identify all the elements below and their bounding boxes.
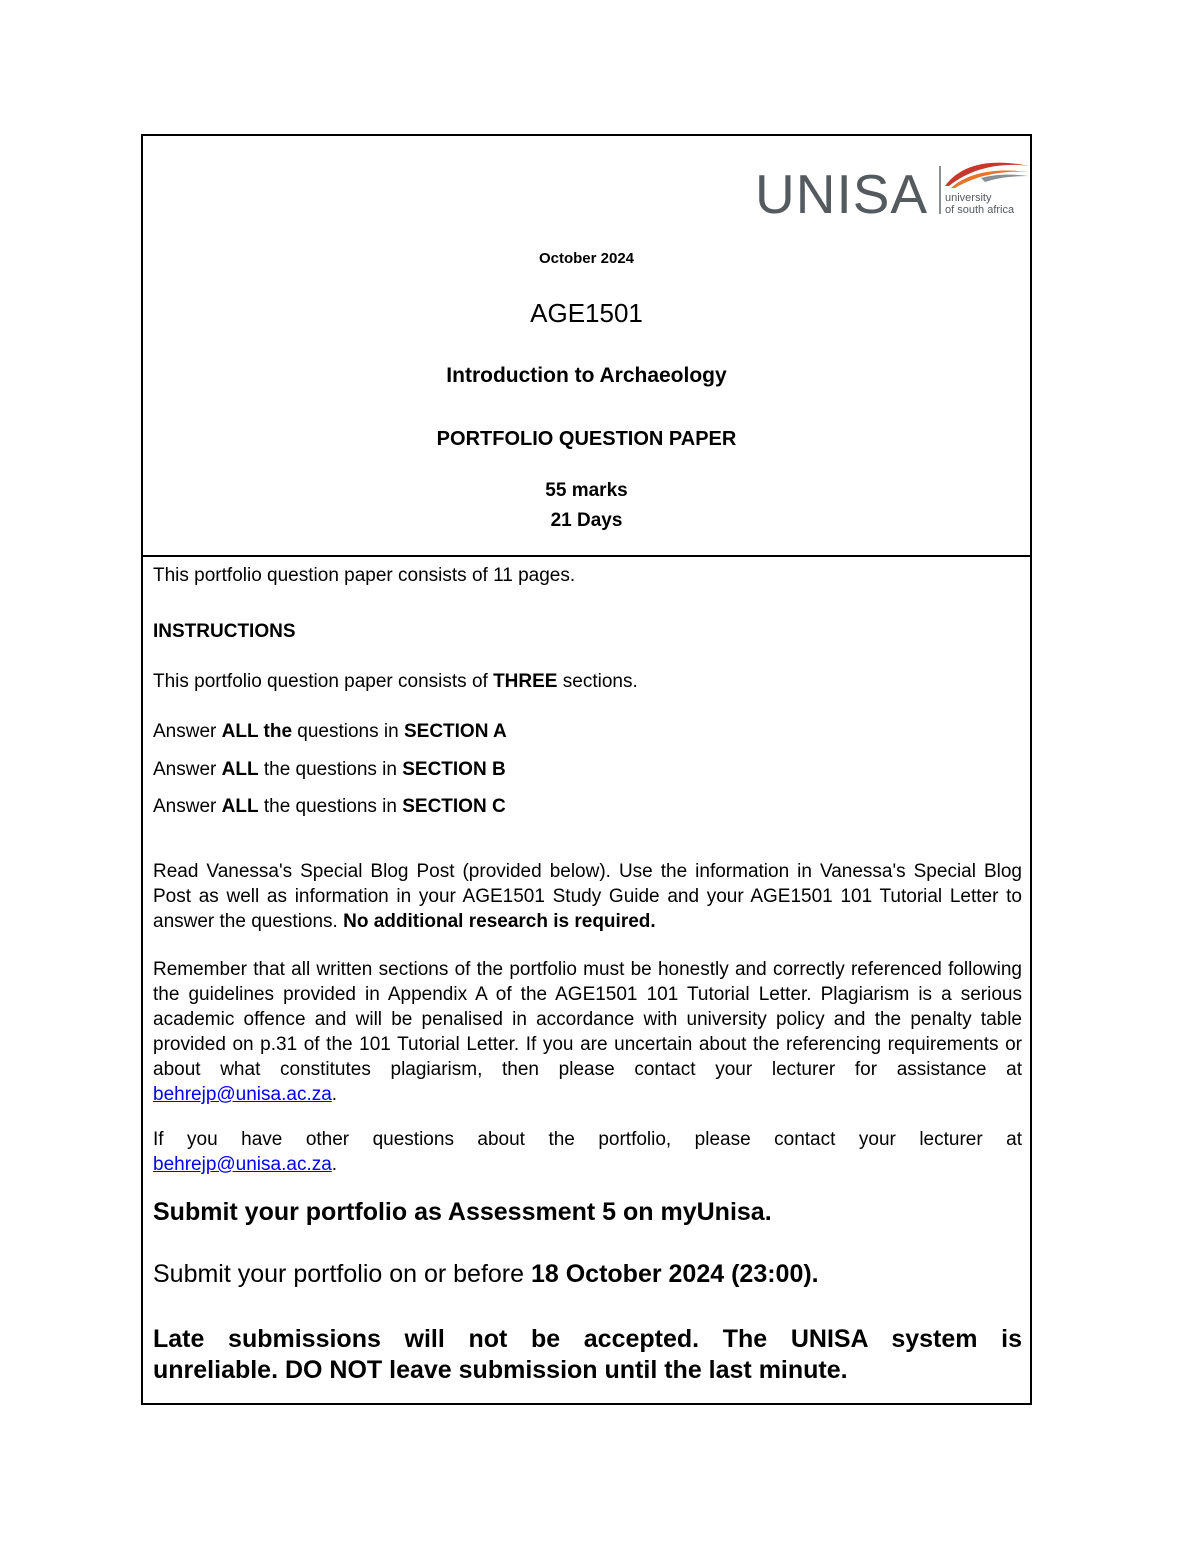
answer-text: Answer [153, 759, 222, 780]
exam-date: October 2024 [538, 250, 635, 267]
other-questions-line: If you have other questions about the portfolio, please contact your lecturer at [153, 1129, 1022, 1150]
deadline-note [153, 1259, 1022, 1289]
plagiarism-note [153, 957, 1022, 1107]
module-code: AGE1501 [530, 298, 643, 328]
cover-frame [141, 134, 1032, 1405]
lecturer-email-link[interactable]: behrejp@unisa.ac.za [153, 1084, 332, 1105]
answer-text: Answer [153, 721, 222, 742]
section-label: SECTION A [403, 721, 507, 742]
paper-title: PORTFOLIO QUESTION PAPER [436, 428, 737, 450]
pages-note: This portfolio question paper consists of 11 pages. [153, 565, 576, 586]
answer-emphasis: ALL the [221, 721, 293, 742]
cover-header [143, 136, 1030, 557]
sections-note [153, 669, 1022, 694]
late-warning-line1: Late submissions will not be accepted. The UNISA system is [153, 1325, 1022, 1353]
deadline-text: Submit your portfolio on or before [153, 1260, 531, 1288]
answer-line-a [153, 719, 1022, 744]
logo-subtitle-line1: university [945, 192, 992, 204]
module-title: Introduction to Archaeology [446, 364, 727, 387]
duration: 21 Days [550, 510, 623, 531]
sections-note-text: This portfolio question paper consists of [153, 671, 494, 692]
section-label: SECTION C [402, 796, 506, 817]
unisa-swoosh-icon [941, 156, 1031, 190]
instructions-heading: INSTRUCTIONS [153, 621, 296, 642]
unisa-logo [755, 156, 1030, 225]
read-instructions [153, 859, 1022, 934]
logo-subtitle [945, 192, 1014, 216]
answer-line-c [153, 794, 1022, 819]
answer-emphasis: ALL [221, 796, 259, 817]
section-label: SECTION B [402, 759, 506, 780]
total-marks: 55 marks [545, 480, 628, 501]
sections-note-end: sections. [557, 671, 638, 692]
plagiarism-end: . [331, 1084, 338, 1105]
no-research-note: No additional research is required. [343, 911, 656, 932]
unisa-wordmark: UNISA [755, 163, 929, 225]
answer-text: Answer [153, 796, 222, 817]
late-warning-line2: unreliable. DO NOT leave submission until the last minute. [153, 1356, 848, 1384]
answer-text: questions in [292, 721, 404, 742]
email-period: . [331, 1154, 338, 1175]
logo-subtitle-line2: of south africa [945, 204, 1015, 216]
sections-count: THREE [493, 671, 558, 692]
plagiarism-text: Remember that all written sections of the portfolio must be honestly and correctly referenced following the guidelines provided in Appendix A of the AGE1501 101 Tutorial Letter. Plagiarism is a serious academic offence and will be penalised in accordance with university policy and the penalty table provided on p.31 of the 101 Tutorial Letter. If you are uncertain about the referencing requirements or about what constitutes plagiarism, then please contact your lecturer for assistance at [153, 959, 1022, 1080]
answer-text: the questions in [258, 796, 403, 817]
logo-divider [939, 166, 941, 214]
lecturer-email-link-2[interactable]: behrejp@unisa.ac.za [153, 1154, 332, 1175]
answer-text: the questions in [258, 759, 403, 780]
submit-as-note: Submit your portfolio as Assessment 5 on myUnisa. [153, 1198, 772, 1226]
answer-line-b [153, 757, 1022, 782]
answer-emphasis: ALL [221, 759, 259, 780]
other-questions-email [153, 1152, 1022, 1177]
read-instructions-text: Read Vanessa's Special Blog Post (provided below). Use the information in Vanessa's Special Blog Post as well as information in your AGE1501 Study Guide and your AGE1501 101 Tutorial Letter to answer the questions. [153, 861, 1022, 932]
deadline-date: 18 October 2024 (23:00). [530, 1260, 819, 1288]
